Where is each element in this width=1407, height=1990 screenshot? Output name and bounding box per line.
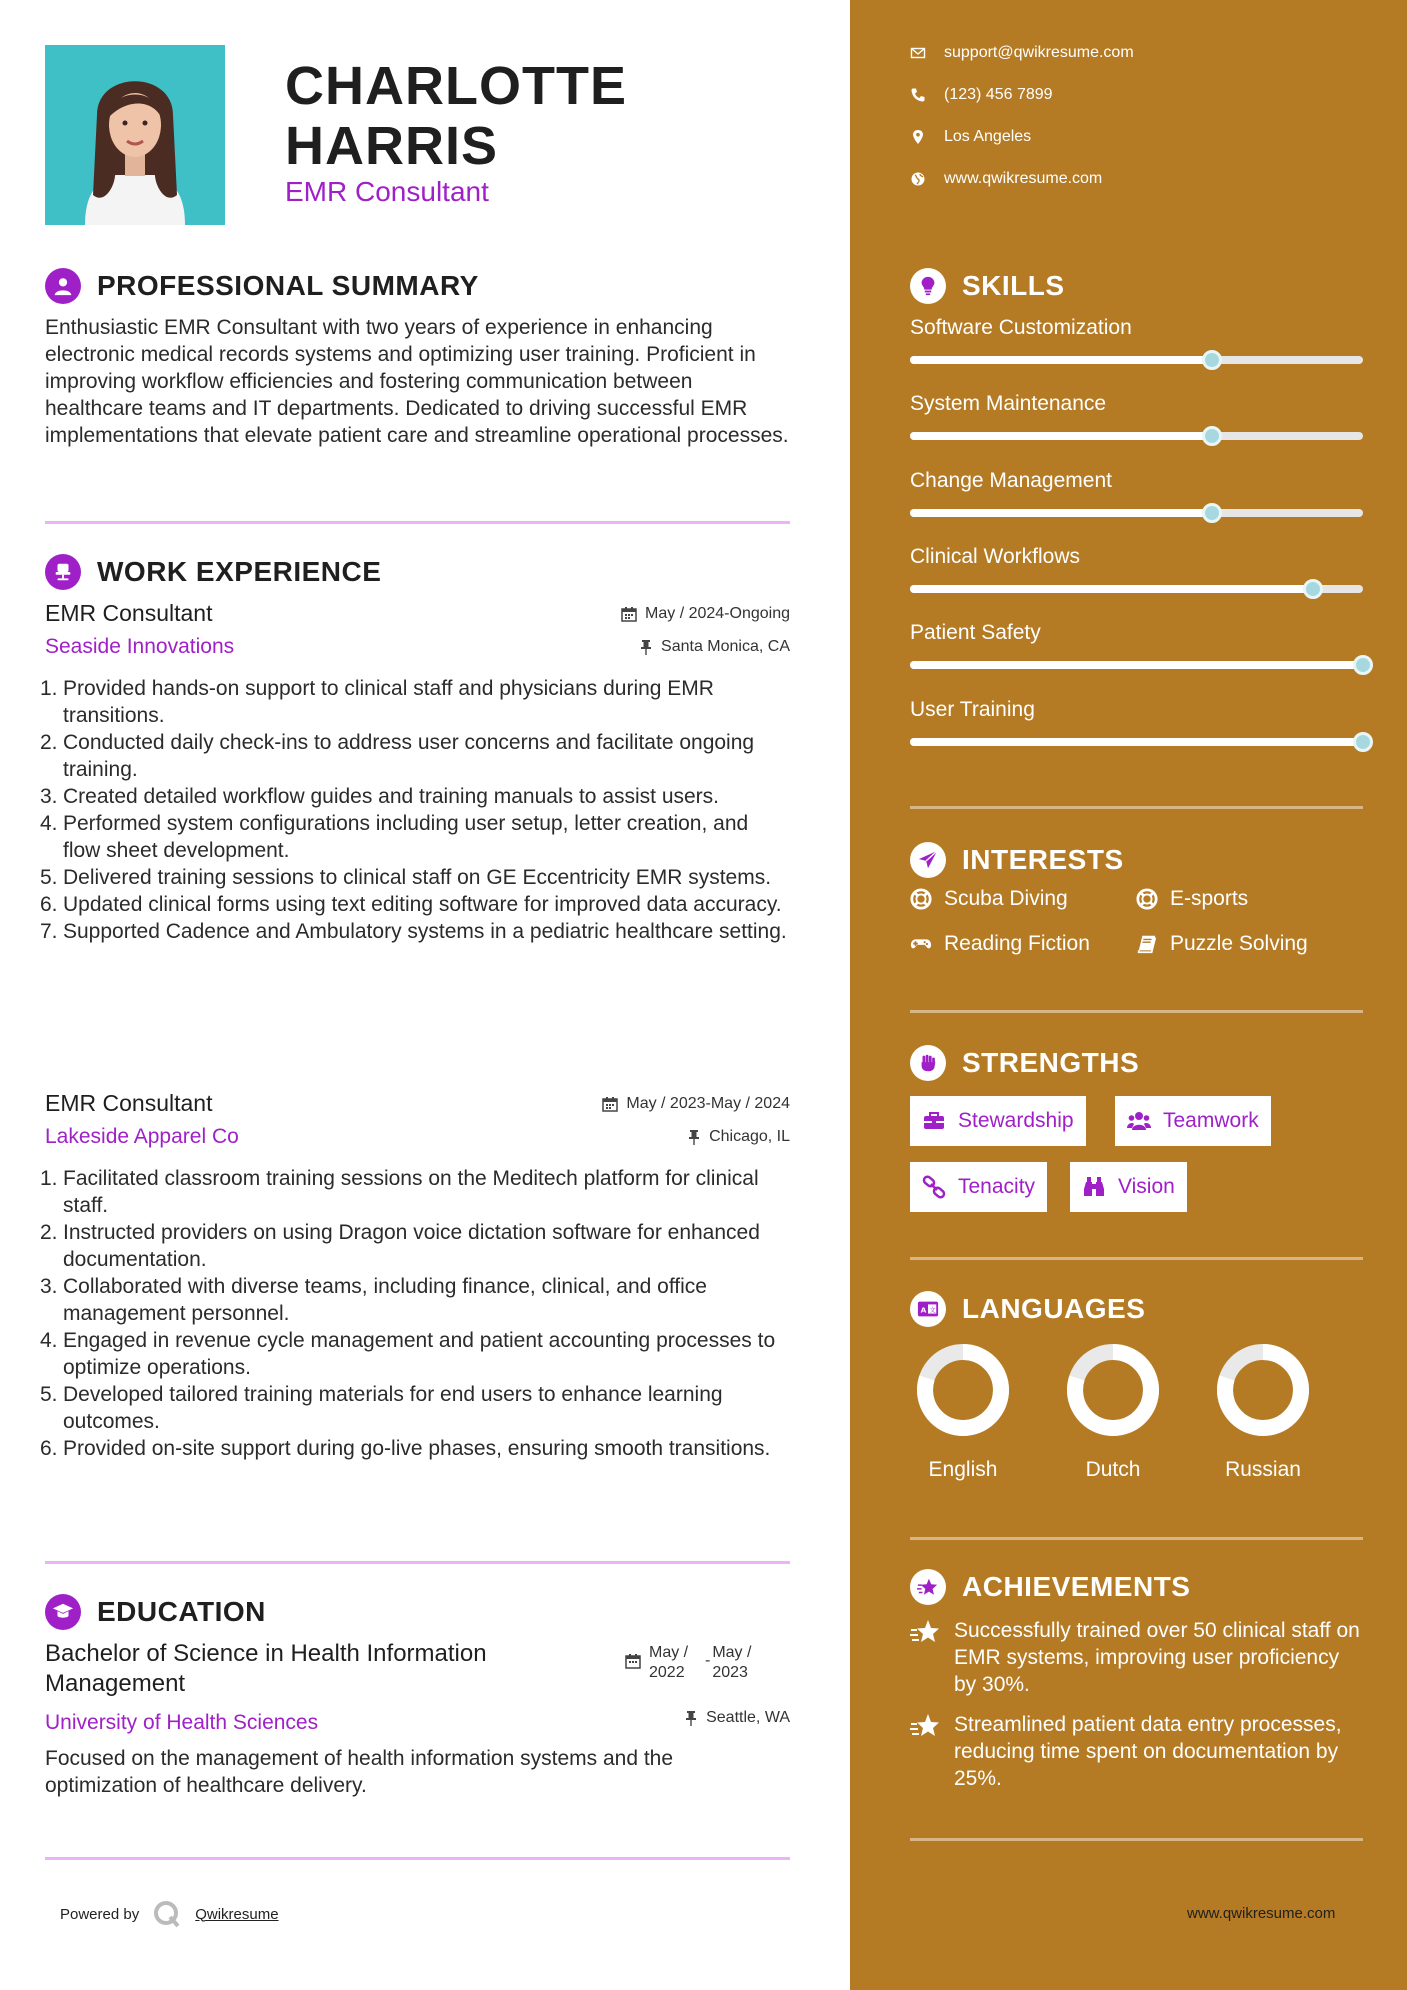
contact-phone[interactable]: (123) 456 7899 bbox=[910, 86, 1053, 104]
job-duties bbox=[40, 675, 790, 945]
powered-by-label: Powered by bbox=[60, 1905, 140, 1923]
job-dates-text: May / 2023-May / 2024 bbox=[626, 1094, 790, 1112]
skill-name: System Maintenance bbox=[910, 392, 1107, 415]
language-level-ring bbox=[913, 1340, 1013, 1440]
skill-bar bbox=[910, 661, 1363, 669]
interests-title: INTERESTS bbox=[962, 844, 1124, 875]
skill-name: User Training bbox=[910, 698, 1035, 721]
user-icon bbox=[45, 268, 81, 304]
envelope-icon bbox=[910, 45, 926, 61]
interest-item: Scuba Diving bbox=[910, 887, 1068, 911]
map-marker-icon bbox=[910, 129, 926, 145]
strength-chip: Tenacity bbox=[910, 1162, 1047, 1212]
strength-chip: Vision bbox=[1070, 1162, 1187, 1212]
achievement-item: Successfully trained over 50 clinical staff on EMR systems, improving user proficiency by 30%. bbox=[910, 1617, 1363, 1698]
book-icon bbox=[1136, 933, 1158, 955]
skill-bar bbox=[910, 585, 1363, 593]
divider bbox=[910, 1010, 1363, 1013]
skill-name: Change Management bbox=[910, 469, 1112, 492]
language-level-ring bbox=[1063, 1340, 1163, 1440]
skill-bar-fill bbox=[910, 585, 1313, 593]
lifebuoy-icon bbox=[1136, 888, 1158, 910]
svg-text:文: 文 bbox=[929, 1305, 936, 1314]
skill-level-knob bbox=[1202, 426, 1222, 446]
users-icon bbox=[1127, 1109, 1151, 1133]
globe-icon bbox=[910, 171, 926, 187]
list-item: 5. Developed tailored training materials for end users to enhance learning outcomes. bbox=[40, 1383, 723, 1433]
skills-title: SKILLS bbox=[962, 270, 1065, 301]
first-name: CHARLOTTE bbox=[285, 56, 627, 116]
education-header bbox=[45, 1594, 266, 1630]
skill-level-knob bbox=[1353, 732, 1373, 752]
skill-item bbox=[910, 545, 1363, 593]
list-item: 1. Facilitated classroom training sessions on the Meditech platform for clinical staff. bbox=[40, 1167, 759, 1217]
divider bbox=[910, 1257, 1363, 1260]
pin-icon bbox=[639, 639, 653, 655]
language-item bbox=[1058, 1340, 1168, 1482]
job-location bbox=[687, 1128, 790, 1146]
calendar-icon bbox=[621, 606, 637, 622]
interest-item: Reading Fiction bbox=[910, 932, 1090, 956]
svg-text:A: A bbox=[920, 1305, 927, 1315]
end-date: May / 2023 bbox=[712, 1644, 752, 1681]
skill-level-knob bbox=[1353, 655, 1373, 675]
star-badge-icon bbox=[910, 1617, 940, 1647]
education-title: EDUCATION bbox=[97, 1596, 266, 1627]
job-title: EMR Consultant bbox=[45, 600, 213, 626]
education-location-text: Seattle, WA bbox=[706, 1709, 790, 1726]
job-duties bbox=[40, 1165, 790, 1462]
skill-bar bbox=[910, 738, 1363, 746]
list-item: 2. Conducted daily check-ins to address user concerns and facilitate ongoing training. bbox=[40, 731, 755, 781]
list-item: 3. Created detailed workflow guides and training manuals to assist users. bbox=[40, 785, 720, 808]
skill-item bbox=[910, 316, 1363, 364]
translate-icon bbox=[910, 1291, 946, 1327]
job-location-text: Santa Monica, CA bbox=[661, 638, 790, 655]
achievements-header bbox=[910, 1569, 1190, 1605]
language-item bbox=[1208, 1340, 1318, 1482]
job-location bbox=[639, 638, 790, 656]
education-entry bbox=[45, 1639, 790, 1799]
education-description: Focused on the management of health information systems and the optimization of healthcare delivery. bbox=[45, 1747, 674, 1797]
footer-website[interactable]: www.qwikresume.com bbox=[1187, 1905, 1336, 1922]
calendar-icon bbox=[602, 1096, 618, 1112]
list-item: 4. Performed system configurations including user setup, letter creation, and flow sheet development. bbox=[40, 812, 749, 862]
strength-chip: Teamwork bbox=[1115, 1096, 1271, 1146]
chair-icon bbox=[45, 554, 81, 590]
fist-icon bbox=[910, 1045, 946, 1081]
list-item: 4. Engaged in revenue cycle management and patient accounting processes to optimize operations. bbox=[40, 1329, 776, 1379]
divider bbox=[910, 806, 1363, 809]
language-name: Dutch bbox=[1085, 1458, 1141, 1481]
job-dates bbox=[602, 1095, 790, 1113]
skill-name: Patient Safety bbox=[910, 621, 1041, 644]
powered-by bbox=[60, 1900, 279, 1928]
skills-header bbox=[910, 268, 1065, 304]
link-icon bbox=[922, 1175, 946, 1199]
paper-plane-icon bbox=[910, 842, 946, 878]
job-entry bbox=[40, 1090, 790, 1462]
list-item: 6. Provided on-site support during go-live phases, ensuring smooth transitions. bbox=[40, 1437, 771, 1460]
pin-icon bbox=[687, 1129, 701, 1145]
language-name: English bbox=[928, 1458, 998, 1481]
skill-name: Clinical Workflows bbox=[910, 545, 1080, 568]
contact-location: Los Angeles bbox=[910, 128, 1031, 146]
summary-header bbox=[45, 268, 479, 304]
job-company: Lakeside Apparel Co bbox=[45, 1125, 239, 1148]
date-separator: - bbox=[705, 1652, 711, 1669]
skill-bar-fill bbox=[910, 661, 1363, 669]
calendar-icon bbox=[625, 1653, 641, 1669]
job-title: EMR Consultant bbox=[45, 1090, 213, 1116]
job-company: Seaside Innovations bbox=[45, 635, 235, 658]
interest-item: E-sports bbox=[1136, 887, 1248, 911]
school: University of Health Sciences bbox=[45, 1711, 319, 1734]
start-date: May / 2022 bbox=[649, 1644, 689, 1681]
job-role: EMR Consultant bbox=[285, 176, 489, 207]
list-item: 7. Supported Cadence and Ambulatory systems in a pediatric healthcare setting. bbox=[40, 920, 787, 943]
list-item: 5. Delivered training sessions to clinical staff on GE Eccentricity EMR systems. bbox=[40, 866, 772, 889]
candidate-name bbox=[285, 56, 627, 176]
skill-bar-fill bbox=[910, 356, 1212, 364]
brand-link[interactable]: Qwikresume bbox=[195, 1905, 279, 1923]
strengths-header bbox=[910, 1045, 1139, 1081]
skill-item bbox=[910, 621, 1363, 669]
language-level-ring bbox=[1213, 1340, 1313, 1440]
skill-bar bbox=[910, 432, 1363, 440]
interest-item: Puzzle Solving bbox=[1136, 932, 1308, 956]
job-entry bbox=[40, 600, 790, 945]
language-name: Russian bbox=[1225, 1458, 1301, 1481]
skill-bar bbox=[910, 509, 1363, 517]
star-badge-icon bbox=[910, 1711, 940, 1741]
list-item: 2. Instructed providers on using Dragon voice dictation software for enhanced documentation. bbox=[40, 1221, 760, 1271]
sidebar bbox=[850, 0, 1407, 1990]
divider bbox=[45, 521, 790, 524]
achievements-title: ACHIEVEMENTS bbox=[962, 1571, 1191, 1602]
achievement-item: Streamlined patient data entry processes, reducing time spent on documentation by 25%. bbox=[910, 1711, 1363, 1792]
skill-bar-fill bbox=[910, 738, 1363, 746]
divider bbox=[910, 1838, 1363, 1841]
star-badge-icon bbox=[910, 1569, 946, 1605]
skill-level-knob bbox=[1303, 579, 1323, 599]
graduate-icon bbox=[45, 1594, 81, 1630]
interests-header bbox=[910, 842, 1124, 878]
pin-icon bbox=[684, 1710, 698, 1726]
skill-item bbox=[910, 698, 1363, 746]
skill-name: Software Customization bbox=[910, 316, 1132, 339]
degree: Bachelor of Science in Health Information Management bbox=[45, 1640, 487, 1697]
skill-item bbox=[910, 392, 1363, 440]
divider bbox=[910, 1537, 1363, 1540]
last-name: HARRIS bbox=[285, 116, 499, 176]
strengths-title: STRENGTHS bbox=[962, 1047, 1140, 1078]
list-item: 1. Provided hands-on support to clinical staff and physicians during EMR transitions. bbox=[40, 677, 714, 727]
briefcase-icon bbox=[922, 1109, 946, 1133]
job-dates-text: May / 2024-Ongoing bbox=[645, 604, 790, 622]
gamepad-icon bbox=[910, 933, 932, 955]
job-location-text: Chicago, IL bbox=[709, 1128, 790, 1145]
divider bbox=[45, 1857, 790, 1860]
skill-level-knob bbox=[1202, 350, 1222, 370]
qwikresume-logo-icon bbox=[153, 1900, 181, 1928]
lifebuoy-icon bbox=[910, 888, 932, 910]
job-dates bbox=[621, 605, 790, 623]
language-item bbox=[908, 1340, 1018, 1482]
languages-header bbox=[910, 1291, 1145, 1327]
skill-bar bbox=[910, 356, 1363, 364]
lightbulb-icon bbox=[910, 268, 946, 304]
strength-chip: Stewardship bbox=[910, 1096, 1086, 1146]
divider bbox=[45, 1561, 790, 1564]
skill-item bbox=[910, 469, 1363, 517]
binoculars-icon bbox=[1082, 1175, 1106, 1199]
list-item: 3. Collaborated with diverse teams, including finance, clinical, and office management personnel. bbox=[40, 1275, 707, 1325]
experience-title: WORK EXPERIENCE bbox=[97, 556, 382, 587]
education-location bbox=[684, 1709, 790, 1727]
summary-title: PROFESSIONAL SUMMARY bbox=[97, 270, 479, 301]
profile-photo bbox=[45, 45, 225, 225]
contact-website[interactable]: www.qwikresume.com bbox=[910, 170, 1102, 188]
list-item: 6. Updated clinical forms using text editing software for improved data accuracy. bbox=[40, 893, 782, 916]
phone-icon bbox=[910, 87, 926, 103]
contact-email[interactable]: support@qwikresume.com bbox=[910, 44, 1134, 62]
skill-bar-fill bbox=[910, 509, 1212, 517]
skill-level-knob bbox=[1202, 503, 1222, 523]
education-dates bbox=[625, 1643, 790, 1683]
languages-title: LANGUAGES bbox=[962, 1293, 1146, 1324]
skill-bar-fill bbox=[910, 432, 1212, 440]
experience-header bbox=[45, 554, 381, 590]
summary-text: Enthusiastic EMR Consultant with two years of experience in enhancing electronic medical records systems and optimizing user training. Proficient in improving workflow efficiencies and fostering communication between healthcare teams and IT departments. Dedicated to driving successful EMR implementations that elevate patient care and streamline operational processes. bbox=[45, 316, 789, 447]
